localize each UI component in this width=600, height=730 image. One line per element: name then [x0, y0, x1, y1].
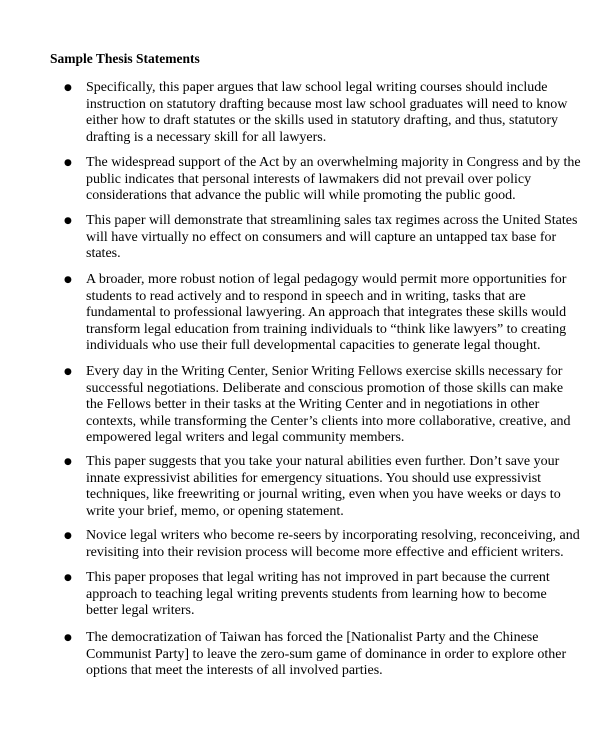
list-item-text: This paper suggests that you take your natural abilities even further. Don’t save your innate expressivist abilities for emergency situations. You should use expressivist techniques, like freewriting or journal writing, even when you have weeks or days to write your brief, memo, or opening statement.	[86, 454, 561, 519]
bullet-icon: ●	[64, 275, 72, 285]
document-title: Sample Thesis Statements	[50, 51, 200, 66]
list-item-text: This paper proposes that legal writing has not improved in part because the current approach to teaching legal writing prevents students from learning how to become better legal writers.	[86, 570, 550, 618]
list-item-text: The widespread support of the Act by an overwhelming majority in Congress and by the public indicates that personal interests of lawmakers did not prevail over policy considerations that advance the public will while promoting the public good.	[86, 155, 581, 203]
list-item-text: The democratization of Taiwan has forced the [Nationalist Party and the Chinese Communist Party] to leave the zero-sum game of dominance in order to explore other options that meet the interests of all involved parties.	[86, 630, 567, 678]
bullet-icon: ●	[64, 573, 72, 583]
list-item-text: Specifically, this paper argues that law school legal writing courses should include instruction on statutory drafting because most law school graduates will need to know either how to draft statutes or the skills used in statutory drafting, and thus, statutory drafting is a necessary skill for all lawyers.	[86, 80, 568, 145]
bullet-icon: ●	[64, 83, 72, 93]
bullet-icon: ●	[64, 216, 72, 226]
list-item-text: Every day in the Writing Center, Senior Writing Fellows exercise skills necessary for successful negotiations. Deliberate and conscious promotion of those skills can make the Fellows better in their tasks at the Writing Center and in negotiations in other contexts, while transforming the Center’s clients into more collaborative, creative, and empowered legal writers and legal community members.	[86, 364, 571, 445]
list-item-text: This paper will demonstrate that streamlining sales tax regimes across the United States will have virtually no effect on consumers and will capture an untapped tax base for states.	[86, 213, 578, 261]
bullet-icon: ●	[64, 158, 72, 168]
list-item-text: A broader, more robust notion of legal pedagogy would permit more opportunities for students to read actively and to respond in speech and in writing, tasks that are fundamental to professional lawyering. An approach that integrates these skills would transform legal education from training individuals to “think like lawyers” to creating individuals who use their full developmental capacities to generate legal thought.	[86, 272, 567, 353]
list-item-text: Novice legal writers who become re-seers by incorporating resolving, reconceiving, and revisiting into their revision process will become more effective and efficient writers.	[86, 528, 580, 560]
bullet-icon: ●	[64, 367, 72, 377]
bullet-icon: ●	[64, 457, 72, 467]
bullet-icon: ●	[64, 531, 72, 541]
bullet-icon: ●	[64, 633, 72, 643]
